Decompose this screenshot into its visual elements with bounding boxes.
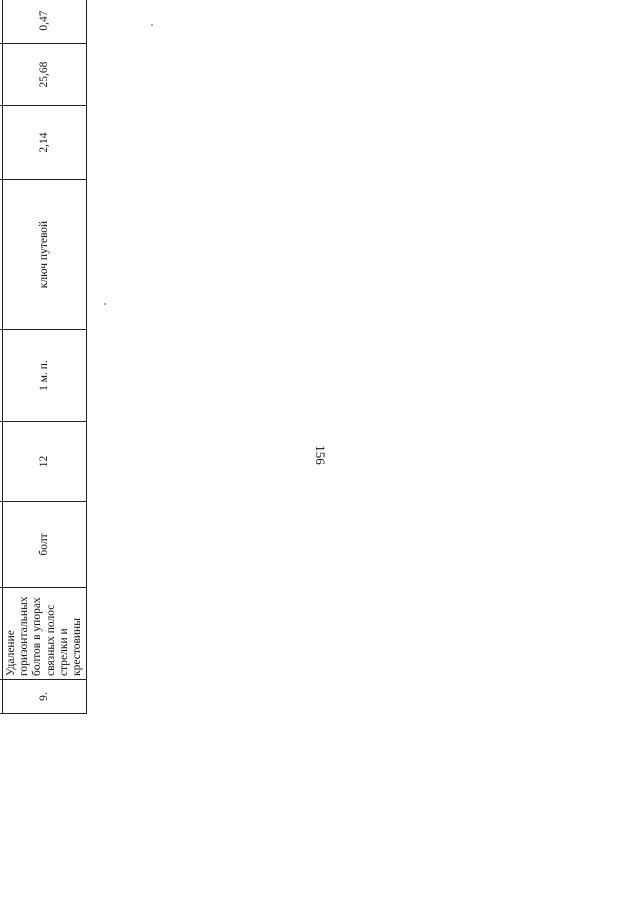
cell-quantity: 12 [2,422,86,502]
rotated-table-container [0,0,83,714]
cell-per-element: 2,14 [2,106,86,180]
scan-speck [151,24,153,26]
cell-norm: 0,47 [2,0,86,44]
table-row [2,0,86,714]
cell-num: 9. [2,680,86,714]
cell-executor: 1 м. п. [2,330,86,422]
cell-per-volume: 25,68 [2,44,86,106]
norms-table [0,0,87,714]
scan-speck [104,303,106,305]
cell-unit: болт [2,502,86,588]
cell-content: Удаление горизонтальных болтов в упорах связных полос стрелки и крестовины [2,588,86,680]
cell-tools: ключ путевой [2,180,86,330]
page-number: 156 [313,445,328,465]
